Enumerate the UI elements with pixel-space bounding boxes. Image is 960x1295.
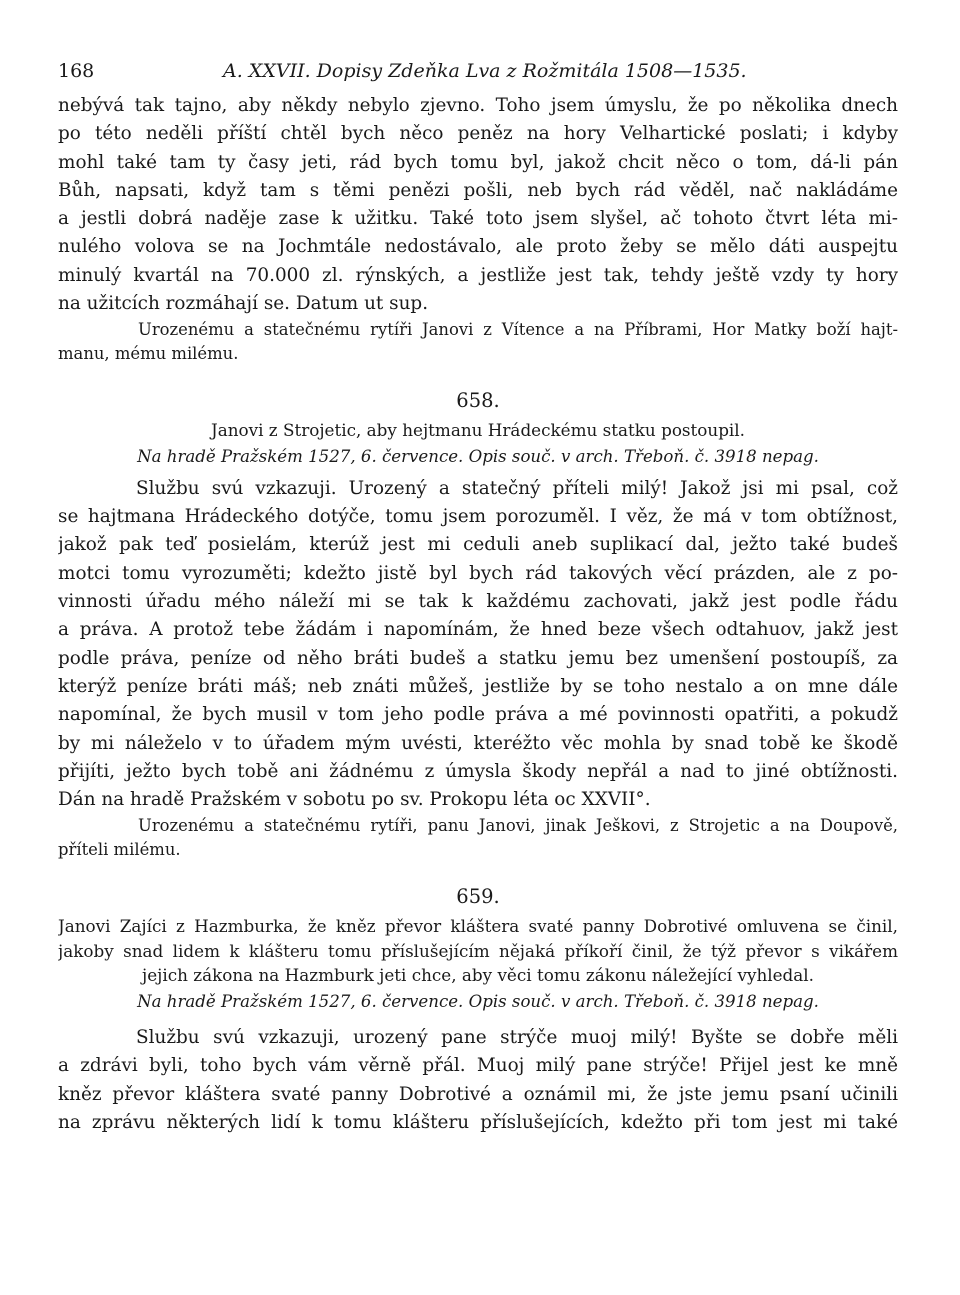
page-number: 168 (58, 60, 95, 82)
address-line: manu, mému milému. (58, 344, 239, 364)
text-line: Službu svú vzkazuji. Urozený a statečný příteli milý! Jakož jsi mi psal, což (136, 477, 898, 499)
text-line: na užitcích rozmáhají se. Datum ut sup. (58, 293, 429, 315)
text-line: podle práva, peníze od něho bráti budeš a statku jemu bez umenšení postoupíš, za (58, 647, 898, 669)
address-line: Urozenému a statečnému rytíři Janovi z Vítence a na Příbrami, Hor Matky boží hajt- (138, 320, 898, 340)
text-line: jakož pak teď posielám, kterúž jest mi ceduli aneb suplikací dal, ježto také budeš (58, 534, 898, 556)
text-line: na zprávu některých lidí k tomu klášteru příslušejících, kdežto při tom jest mi také (58, 1111, 898, 1133)
address-line: Urozenému a statečnému rytíři, panu Janovi, jinak Ješkovi, z Strojetic a na Doupově, (138, 816, 898, 836)
page-header (58, 58, 898, 92)
letter-source: Na hradě Pražském 1527, 6. července. Opis souč. v arch. Třeboň. č. 3918 nepag. (137, 991, 819, 1011)
text-line: motci tomu vyrozuměti; kdežto jistě byl bych rád takových věcí prázden, ale z po- (58, 562, 898, 584)
text-line: přijíti, ježto bych tobě ani žádnému z úmysla škody nepřál a nad to jiné obtížnosti. (58, 760, 898, 782)
text-line: Službu svú vzkazuji, urozený pane strýče muoj milý! Byšte se dobře měli (136, 1026, 898, 1048)
text-line: kněz převor kláštera svaté panny Dobrotivé a oznámil mi, že jste jemu psaní učinili (58, 1083, 898, 1105)
letter-summary (58, 418, 898, 443)
document-page (58, 58, 898, 1137)
letter-number: 658. (456, 389, 500, 413)
summary-line: jejich zákona na Hazmburk jeti chce, aby věci tomu zákonu náležející vyhledal. (141, 965, 815, 986)
text-line: nebývá tak tajno, aby někdy nebylo zjevno. Toho jsem úmyslu, že po několika dnech (58, 95, 898, 116)
text-line: kterýž peníze bráti máš; neb znáti můžeš, jestliže by se toho nestalo a on mne dále (58, 675, 898, 697)
running-title: A. XXVII. Dopisy Zdeňka Lva z Rožmitála 1508—1535. (223, 60, 747, 82)
letter-summary (58, 914, 898, 988)
text-line: vinnosti úřadu mého náleží mi se tak k každému zachovati, jakž jest podle řádu (58, 591, 898, 613)
text-line: se hajtmana Hrádeckého dotýče, tomu jsem porozuměl. I věz, že má v tom obtížnost, (58, 506, 898, 528)
text-line: Bůh, napsati, když tam s těmi penězi pošli, neb bych rád věděl, nač nakládáme (58, 179, 898, 201)
text-line: minulý kvartál na 70.000 zl. rýnských, a jestliže jest tak, tehdy ještě vzdy ty hory (58, 264, 898, 286)
letter-number: 659. (456, 885, 500, 909)
text-line: by mi náleželo v to úřadem mým uvésti, kteréžto věc mohla by snad tobě ke škodě (58, 732, 898, 754)
summary-line: Janovi z Strojetic, aby hejtmanu Hrádeckému statku postoupil. (210, 420, 746, 441)
letter-body (58, 1024, 898, 1137)
letter-body (58, 475, 898, 815)
text-line: a zdrávi byli, toho bych vám věrně přál. Muoj milý pane strýče! Přijel jest ke mně (58, 1055, 898, 1077)
address-line: příteli milému. (58, 840, 181, 860)
text-line: po této neděli příští chtěl bych něco peněz na hory Velhartické poslati; i kdyby (58, 123, 898, 145)
continuation-text (58, 92, 898, 318)
address-block (58, 814, 898, 862)
text-line: a práva. A protož tebe žádám i napomínám, že hned beze všech odtahuov, jakž jest (58, 619, 898, 641)
text-line: Dán na hradě Pražském v sobotu po sv. Prokopu léta oc XXVII°. (58, 789, 651, 811)
letter-source: Na hradě Pražském 1527, 6. července. Opis souč. v arch. Třeboň. č. 3918 nepag. (137, 446, 819, 466)
summary-line: Janovi Zajíci z Hazmburka, že kněz převor kláštera svaté panny Dobrotivé omluvena se činil, (58, 916, 898, 937)
text-line: nulého volova se na Jochmtále nedostávalo, ale proto žeby se mělo dáti auspejtu (58, 236, 898, 258)
summary-line: jakoby snad lidem k klášteru tomu příslušejícím nějaká příkoří činil, že týž převor s vikářem (58, 940, 898, 961)
text-line: napomínal, že bych musil v tom jeho podle práva a mé povinnosti opatřiti, a pokudž (58, 704, 898, 726)
address-block (58, 318, 898, 366)
text-line: mohl také tam ty časy jeti, rád bych tomu byl, jakož chcit něco o tom, dá-li pán (58, 151, 898, 173)
text-line: a jestli dobrá naděje zase k užitku. Také toto jsem slyšel, ač tohoto čtvrt léta mi- (58, 208, 898, 230)
